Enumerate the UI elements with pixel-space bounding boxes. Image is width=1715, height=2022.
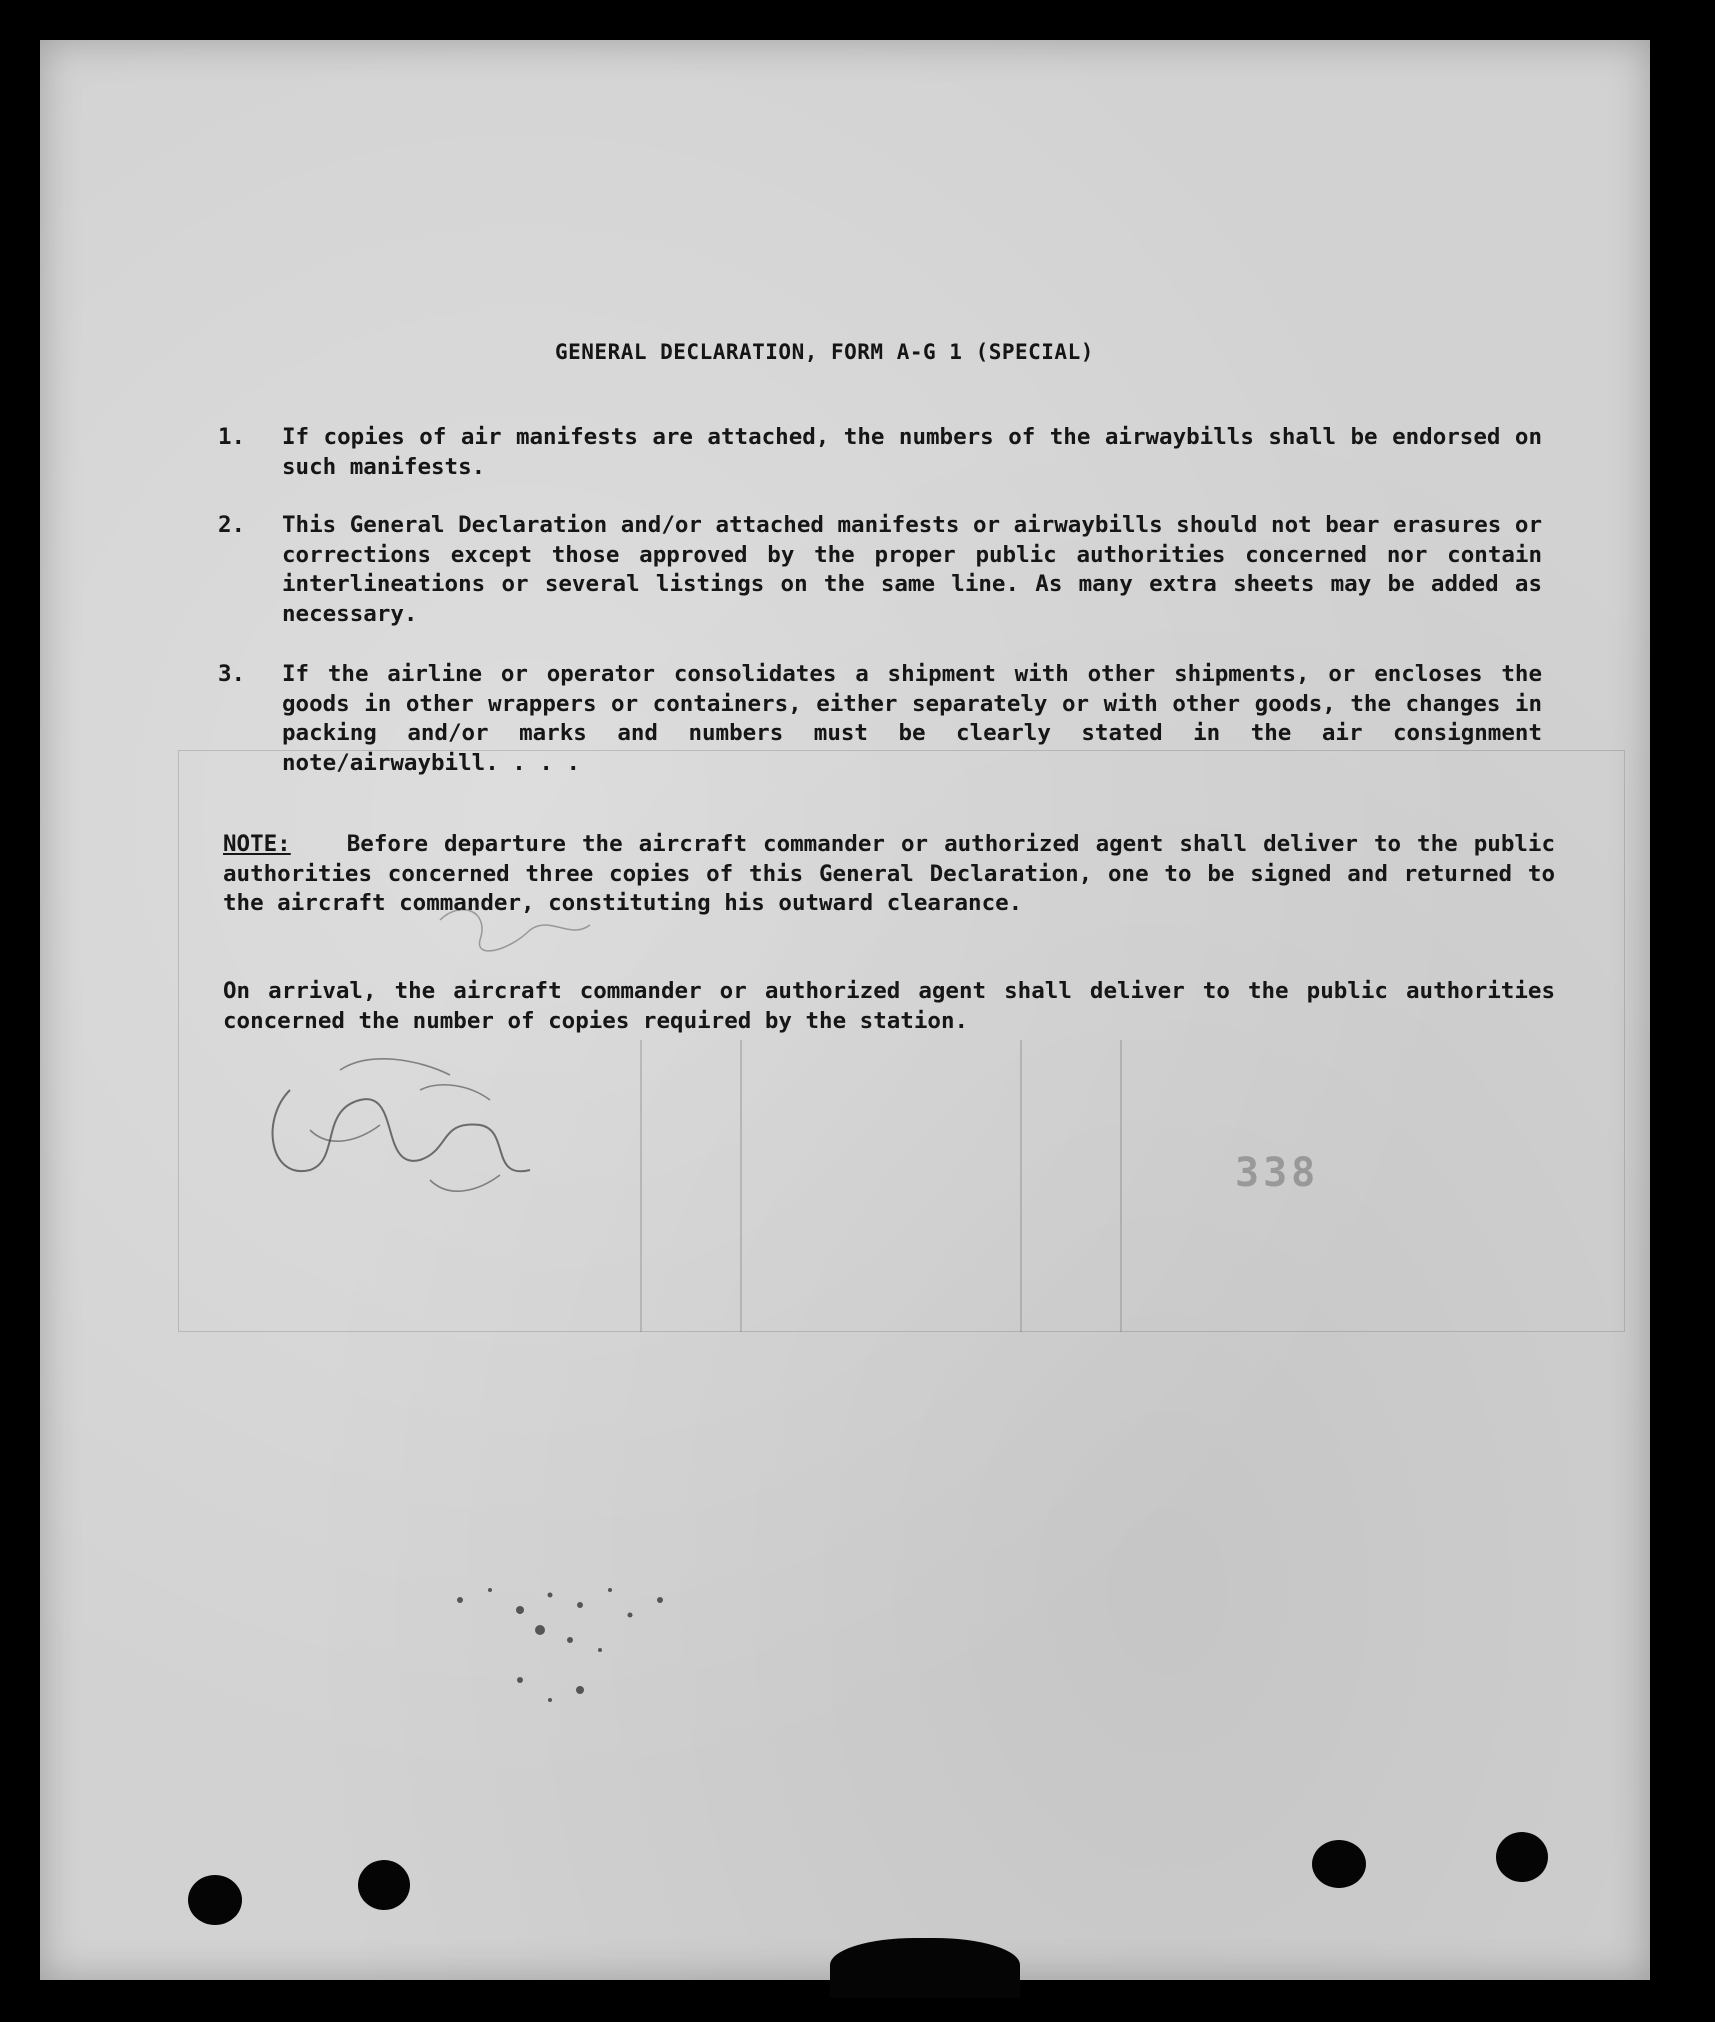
list-item-number: 1. xyxy=(218,424,246,450)
bleed-through-divider xyxy=(1120,1040,1122,1332)
punch-hole xyxy=(358,1860,410,1910)
list-item-1 xyxy=(218,423,1548,482)
list-item-number: 3. xyxy=(218,661,246,687)
list-item-number: 2. xyxy=(218,512,246,538)
punch-hole xyxy=(188,1875,242,1925)
ink-speckles xyxy=(430,1560,770,1730)
page-title: GENERAL DECLARATION, FORM A-G 1 (SPECIAL) xyxy=(555,340,1094,364)
arrival-text: On arrival, the aircraft commander or authorized agent shall deliver to the public authorities concerned the number of copies required by the station. xyxy=(223,978,1555,1034)
bleed-through-divider xyxy=(740,1040,742,1332)
list-item-2 xyxy=(218,511,1548,629)
bleed-through-divider xyxy=(1020,1040,1022,1332)
document-page xyxy=(40,40,1650,1980)
list-item-text: If the airline or operator consolidates a shipment with other shipments, or encloses the goods in other wrappers or containers, either separately or with other goods, the changes in packing and/or marks and numbers must be clearly stated in the air consignment note/airwaybill. . . . xyxy=(282,661,1542,776)
list-item-text: If copies of air manifests are attached, the numbers of the airwaybills shall be endorsed on such manifests. xyxy=(282,424,1542,480)
arrival-paragraph xyxy=(223,977,1555,1036)
bleed-through-divider xyxy=(640,1040,642,1332)
list-item-3 xyxy=(218,660,1548,778)
punch-hole xyxy=(1312,1840,1366,1888)
note-label: NOTE: xyxy=(223,831,291,857)
list-item-text: This General Declaration and/or attached manifests or airwaybills should not bear erasures or corrections except those approved by the proper public authorities concerned nor contain interlineations or several listings on the same line. As many extra sheets may be added as necessary. xyxy=(282,512,1542,627)
faint-stamp-number: 338 xyxy=(1235,1150,1320,1196)
punch-hole xyxy=(1496,1832,1548,1882)
torn-edge xyxy=(830,1938,1020,1998)
handwritten-signature xyxy=(250,1030,630,1220)
note-paragraph xyxy=(223,830,1555,919)
note-text: Before departure the aircraft commander or authorized agent shall deliver to the public authorities concerned three copies of this General Declaration, one to be signed and returned to the aircraft commander, constituting his outward clearance. xyxy=(223,831,1555,916)
